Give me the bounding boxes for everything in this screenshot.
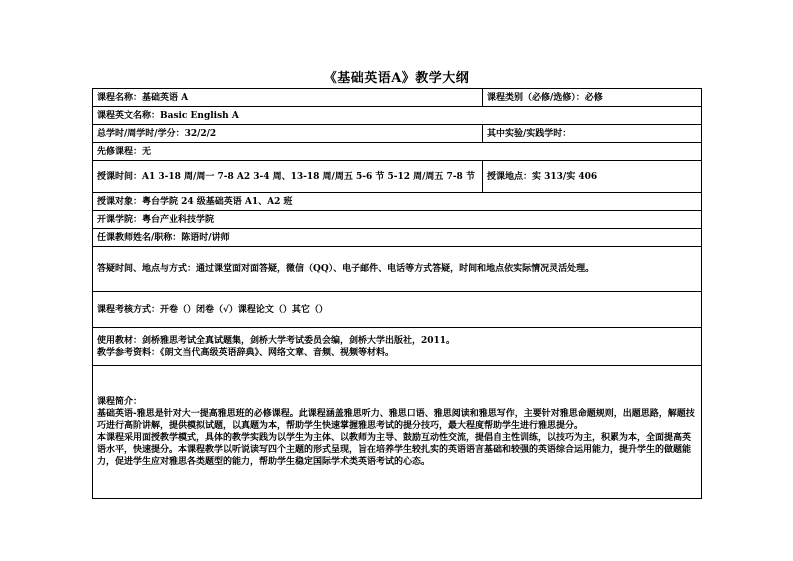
table-row xyxy=(93,143,702,161)
table-row xyxy=(93,193,702,211)
teacher-cell: 任课教师姓名/职称：陈语时/讲师 xyxy=(93,229,702,247)
references-text: 教学参考资料：《朗文当代高级英语辞典》、网络文章、音频、视频等材料。 xyxy=(97,347,395,358)
table-row xyxy=(93,125,702,143)
english-name-cell: 课程英文名称：Basic English A xyxy=(93,107,702,125)
qa-cell: 答疑时间、地点与方式：通过课堂面对面答疑，微信（QQ）、电子邮件、电话等方式答疑，时间和地点依实际情况灵活处理。 xyxy=(93,247,702,292)
table-row xyxy=(93,107,702,125)
course-type-cell: 课程类别（必修/选修）：必修 xyxy=(483,89,702,107)
teaching-time-cell: 授课时间：A1 3-18 周/周一 7-8 A2 3-4 周、13-18 周/周五 5-6 节 5-12 周/周五 7-8 节 xyxy=(93,161,483,193)
table-row xyxy=(93,211,702,229)
table-row xyxy=(93,366,702,499)
table-row xyxy=(93,89,702,107)
lab-hours-cell: 其中实验/实践学时： xyxy=(483,125,702,143)
exam-method-cell: 课程考核方式：开卷（）闭卷（√）课程论文（）其它（） xyxy=(93,292,702,328)
syllabus-table xyxy=(92,88,702,499)
college-cell: 开课学院：粤台产业科技学院 xyxy=(93,211,702,229)
textbook-text: 使用教材：剑桥雅思考试全真试题集，剑桥大学考试委员会编，剑桥大学出版社，2011。 xyxy=(97,335,456,346)
table-row xyxy=(93,229,702,247)
prerequisite-cell: 先修课程：无 xyxy=(93,143,702,161)
audience-cell: 授课对象：粤台学院 24 级基础英语 A1、A2 班 xyxy=(93,193,702,211)
course-name-cell: 课程名称：基础英语 A xyxy=(93,89,483,107)
table-row xyxy=(93,292,702,328)
document-title: 《基础英语A》教学大纲 xyxy=(323,71,470,86)
materials-cell xyxy=(93,328,702,366)
table-row xyxy=(93,247,702,292)
location-cell: 授课地点：实 313/实 406 xyxy=(483,161,702,193)
course-intro-cell xyxy=(93,366,702,499)
intro-paragraph-1: 基础英语-雅思是针对大一提高雅思班的必修课程。此课程涵盖雅思听力、雅思口语、雅思阅读和雅思写作，主要针对雅思命题规则，出题思路，解题技巧进行高阶讲解，提供模拟试题，以真题为本，帮助学生快速掌握雅思考试的提分技巧，最大程度帮助学生进行雅思提分。 xyxy=(97,409,695,431)
intro-heading: 课程简介： xyxy=(97,397,143,407)
hours-credits-cell: 总学时/周学时/学分：32/2/2 xyxy=(93,125,483,143)
intro-paragraph-2: 本课程采用面授教学模式，具体的教学实践为以学生为主体、以教师为主导、鼓励互动性交流，提倡自主性训练，以技巧为主，积累为本，全面提高英语水平，快速提分。本课程教学以听说读写四个主题的形式呈现，旨在培养学生较扎实的英语语言基础和较强的英语综合运用能力，提升学生的做题能力，促进学生应对雅思各类题型的能力，帮助学生稳定国际学术类英语考试的心态。 xyxy=(97,433,692,467)
table-row xyxy=(93,161,702,193)
table-row xyxy=(93,328,702,366)
